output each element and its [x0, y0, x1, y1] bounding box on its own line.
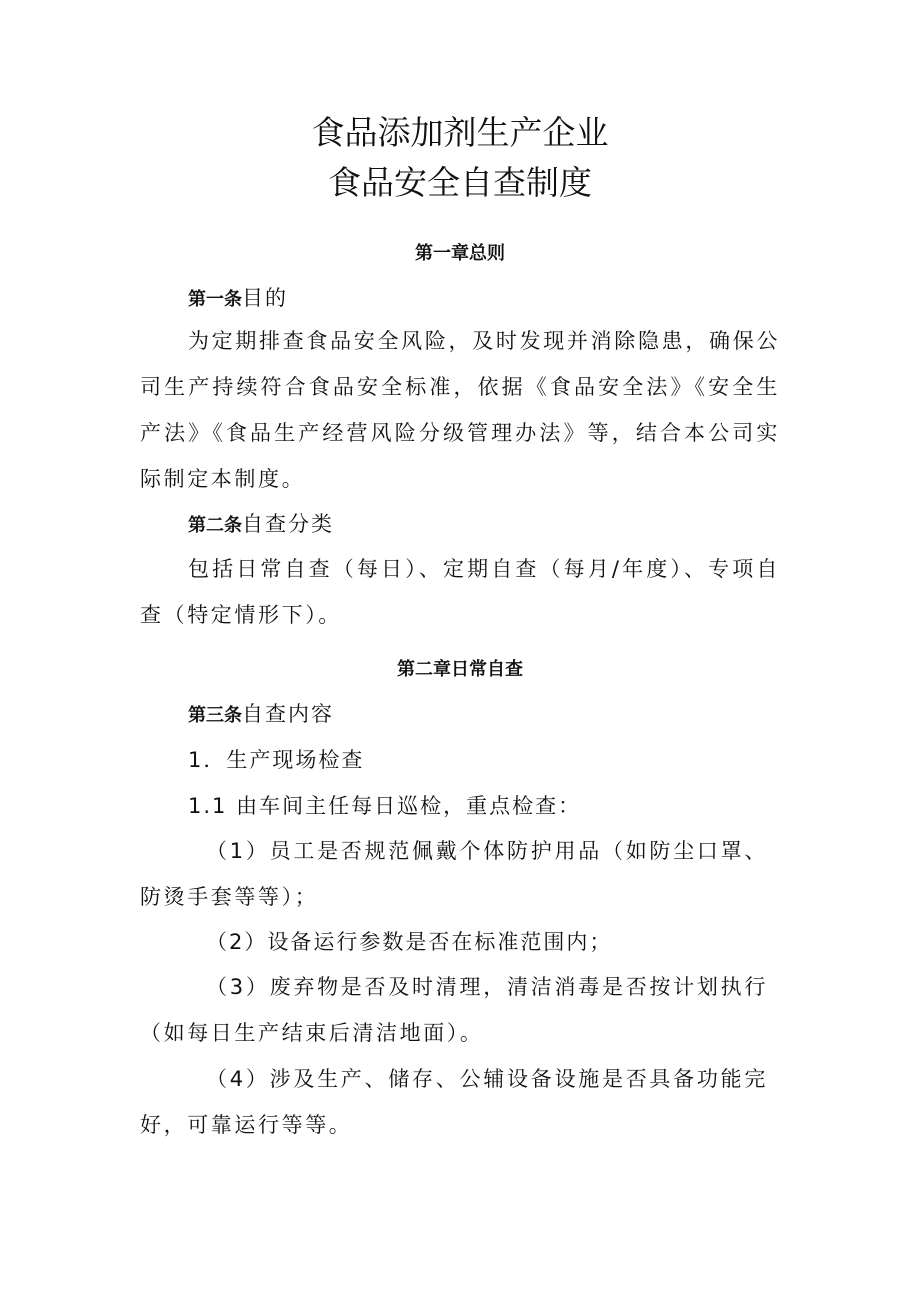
article-3-title: 自查内容 [242, 702, 334, 726]
article-1-body: 为定期排查食品安全风险，及时发现并消除隐患，确保公司生产持续符合食品安全标准，依据《食品安全法》《安全生产法》《食品生产经营风险分级管理办法》等，结合本公司实际制定本制度。 [140, 329, 780, 491]
article-2-number: 第二条 [188, 515, 242, 536]
article-1-title: 目的 [242, 286, 288, 310]
check-item-2: （2）设备运行参数是否在标准范围内； [206, 930, 613, 954]
title-line-2: 食品安全自查制度 [328, 163, 592, 202]
article-2-heading [188, 510, 334, 540]
section-1-heading: 1．生产现场检查 [188, 748, 365, 772]
check-item-1: （1）员工是否规范佩戴个体防护用品（如防尘口罩、防烫手套等等）； [140, 839, 768, 909]
chapter-1-heading: 第一章总则 [415, 243, 505, 264]
check-item-3: （3）废弃物是否及时清理，清洁消毒是否按计划执行（如每日生产结束后清洁地面）。 [140, 975, 768, 1045]
document-title [0, 108, 920, 208]
article-1-heading [188, 284, 288, 314]
article-2-body: 包括日常自查（每日）、定期自查（每月/年度）、专项自查（特定情形下）。 [140, 557, 780, 627]
title-line-1: 食品添加剂生产企业 [311, 113, 609, 152]
chapter-2-heading: 第二章日常自查 [397, 659, 523, 680]
check-item-4: （4）涉及生产、储存、公辅设备设施是否具备功能完好，可靠运行等等。 [140, 1067, 768, 1137]
article-3-number: 第三条 [188, 705, 242, 726]
article-2-title: 自查分类 [242, 512, 334, 536]
section-1-1-heading: 1.1 由车间主任每日巡检，重点检查： [188, 794, 582, 818]
article-1-number: 第一条 [188, 289, 242, 310]
article-3-heading [188, 700, 334, 730]
